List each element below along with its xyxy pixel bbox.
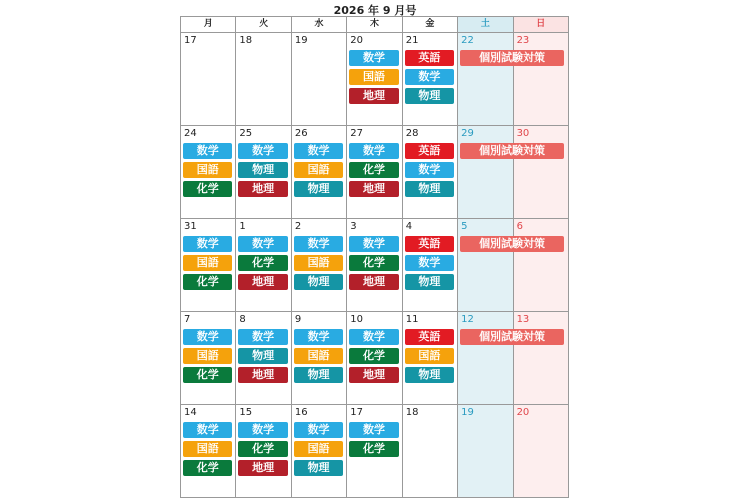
event-list bbox=[183, 329, 233, 383]
event-list bbox=[349, 143, 399, 197]
subject-event[interactable]: 数学 bbox=[294, 329, 343, 345]
day-number: 13 bbox=[516, 314, 530, 325]
day-cell[interactable] bbox=[458, 219, 546, 312]
subject-event[interactable]: 数学 bbox=[238, 422, 287, 438]
subject-event[interactable]: 国語 bbox=[183, 255, 232, 271]
subject-event[interactable]: 国語 bbox=[294, 255, 343, 271]
day-cell[interactable] bbox=[292, 126, 347, 219]
day-cell[interactable] bbox=[403, 33, 458, 126]
day-number: 17 bbox=[350, 407, 364, 418]
subject-event[interactable]: 数学 bbox=[238, 143, 287, 159]
day-cell[interactable] bbox=[347, 405, 402, 498]
calendar-grid bbox=[180, 16, 569, 498]
day-cell[interactable] bbox=[181, 219, 236, 312]
subject-event[interactable]: 数学 bbox=[405, 69, 454, 85]
day-cell[interactable] bbox=[403, 312, 458, 405]
subject-event[interactable]: 英語 bbox=[405, 143, 454, 159]
subject-event[interactable]: 国語 bbox=[183, 348, 232, 364]
subject-event[interactable]: 英語 bbox=[405, 50, 454, 66]
day-number: 25 bbox=[239, 128, 253, 139]
event-list bbox=[238, 236, 288, 290]
day-number: 21 bbox=[405, 35, 419, 46]
subject-event[interactable]: 物理 bbox=[405, 367, 454, 383]
subject-event[interactable]: 物理 bbox=[294, 181, 343, 197]
subject-event[interactable]: 数学 bbox=[294, 143, 343, 159]
day-cell[interactable] bbox=[514, 33, 569, 126]
day-number: 8 bbox=[239, 314, 246, 325]
day-cell[interactable] bbox=[347, 33, 402, 126]
day-cell[interactable] bbox=[292, 405, 347, 498]
day-number: 17 bbox=[184, 35, 197, 46]
exam-prep-banner[interactable]: 個別試験対策 bbox=[460, 143, 564, 159]
subject-event[interactable]: 数学 bbox=[349, 143, 398, 159]
subject-event[interactable]: 地理 bbox=[238, 460, 287, 476]
day-cell[interactable] bbox=[236, 312, 291, 405]
subject-event[interactable]: 数学 bbox=[183, 236, 232, 252]
subject-event[interactable]: 数学 bbox=[294, 236, 343, 252]
day-number: 18 bbox=[405, 407, 419, 418]
weekday-header: 月 bbox=[181, 17, 236, 33]
day-cell[interactable] bbox=[514, 219, 569, 312]
day-cell[interactable] bbox=[292, 312, 347, 405]
day-number: 30 bbox=[516, 128, 530, 139]
subject-event[interactable]: 国語 bbox=[294, 348, 343, 364]
subject-event[interactable]: 物理 bbox=[294, 460, 343, 476]
subject-event[interactable]: 物理 bbox=[294, 367, 343, 383]
day-cell[interactable] bbox=[458, 405, 513, 498]
day-number: 10 bbox=[350, 314, 364, 325]
event-list bbox=[238, 143, 288, 197]
day-cell[interactable] bbox=[514, 405, 569, 498]
event-list bbox=[294, 329, 344, 383]
subject-event[interactable]: 化学 bbox=[349, 255, 398, 271]
subject-event[interactable]: 化学 bbox=[183, 274, 232, 290]
day-number: 11 bbox=[405, 314, 419, 325]
subject-event[interactable]: 数学 bbox=[238, 329, 287, 345]
subject-event[interactable]: 国語 bbox=[183, 162, 232, 178]
day-number: 18 bbox=[239, 35, 253, 46]
day-number: 6 bbox=[516, 221, 523, 232]
event-list bbox=[405, 50, 455, 104]
event-list bbox=[349, 50, 399, 104]
subject-event[interactable]: 化学 bbox=[349, 162, 398, 178]
day-number: 31 bbox=[184, 221, 197, 232]
subject-event[interactable]: 数学 bbox=[238, 236, 287, 252]
event-list bbox=[349, 236, 399, 290]
day-cell[interactable] bbox=[236, 126, 291, 219]
subject-event[interactable]: 国語 bbox=[349, 69, 398, 85]
day-number: 22 bbox=[461, 35, 474, 46]
day-cell[interactable] bbox=[181, 126, 236, 219]
day-cell[interactable] bbox=[292, 219, 347, 312]
event-list bbox=[349, 329, 399, 383]
day-cell[interactable] bbox=[403, 219, 458, 312]
subject-event[interactable]: 物理 bbox=[238, 162, 287, 178]
day-cell[interactable] bbox=[514, 312, 569, 405]
event-list bbox=[183, 143, 233, 197]
day-number: 9 bbox=[294, 314, 302, 325]
day-cell[interactable] bbox=[292, 33, 347, 126]
event-list bbox=[349, 422, 399, 457]
weekday-header: 木 bbox=[347, 17, 402, 33]
day-number: 28 bbox=[405, 128, 419, 139]
subject-event[interactable]: 化学 bbox=[183, 181, 232, 197]
day-number: 20 bbox=[516, 407, 530, 418]
subject-event[interactable]: 物理 bbox=[238, 348, 287, 364]
subject-event[interactable]: 地理 bbox=[238, 367, 287, 383]
day-number: 19 bbox=[461, 407, 474, 418]
subject-event[interactable]: 国語 bbox=[183, 441, 232, 457]
subject-event[interactable]: 化学 bbox=[238, 441, 287, 457]
exam-prep-banner[interactable]: 個別試験対策 bbox=[460, 329, 564, 345]
subject-event[interactable]: 物理 bbox=[294, 274, 343, 290]
subject-event[interactable]: 化学 bbox=[238, 255, 287, 271]
subject-event[interactable]: 物理 bbox=[405, 181, 454, 197]
day-cell[interactable] bbox=[347, 312, 402, 405]
day-number: 24 bbox=[184, 128, 197, 139]
event-list bbox=[183, 236, 233, 290]
subject-event[interactable]: 地理 bbox=[349, 274, 398, 290]
day-number: 20 bbox=[350, 35, 364, 46]
subject-event[interactable]: 数学 bbox=[294, 422, 343, 438]
day-number: 12 bbox=[461, 314, 474, 325]
subject-event[interactable]: 数学 bbox=[349, 422, 398, 438]
day-number: 5 bbox=[461, 221, 468, 232]
day-number: 26 bbox=[294, 128, 308, 139]
day-number: 27 bbox=[350, 128, 364, 139]
day-cell[interactable] bbox=[347, 219, 402, 312]
day-number: 7 bbox=[184, 314, 191, 325]
weekday-header: 土 bbox=[458, 17, 513, 33]
event-list bbox=[238, 329, 288, 383]
day-number: 2 bbox=[294, 221, 302, 232]
exam-prep-banner[interactable]: 個別試験対策 bbox=[460, 236, 564, 252]
weekday-header: 金 bbox=[403, 17, 458, 33]
subject-event[interactable]: 物理 bbox=[405, 274, 454, 290]
day-cell[interactable] bbox=[347, 126, 402, 219]
subject-event[interactable]: 化学 bbox=[183, 367, 232, 383]
day-cell[interactable] bbox=[181, 33, 236, 126]
day-number: 29 bbox=[461, 128, 474, 139]
subject-event[interactable]: 数学 bbox=[349, 236, 398, 252]
event-list bbox=[405, 236, 455, 290]
subject-event[interactable]: 英語 bbox=[405, 329, 454, 345]
weekday-header: 水 bbox=[292, 17, 347, 33]
subject-event[interactable]: 地理 bbox=[238, 181, 287, 197]
day-cell[interactable] bbox=[236, 33, 291, 126]
subject-event[interactable]: 英語 bbox=[405, 236, 454, 252]
event-list bbox=[238, 422, 288, 476]
weekday-header: 日 bbox=[514, 17, 569, 33]
subject-event[interactable]: 化学 bbox=[349, 348, 398, 364]
subject-event[interactable]: 数学 bbox=[405, 255, 454, 271]
day-number: 19 bbox=[294, 35, 308, 46]
subject-event[interactable]: 国語 bbox=[405, 348, 454, 364]
day-cell[interactable] bbox=[236, 219, 291, 312]
event-list bbox=[405, 143, 455, 197]
event-list bbox=[294, 422, 344, 476]
subject-event[interactable]: 数学 bbox=[349, 50, 398, 66]
day-cell[interactable] bbox=[403, 126, 458, 219]
day-number: 23 bbox=[516, 35, 530, 46]
subject-event[interactable]: 地理 bbox=[349, 88, 398, 104]
subject-event[interactable]: 化学 bbox=[349, 441, 398, 457]
day-cell[interactable] bbox=[514, 126, 569, 219]
subject-event[interactable]: 数学 bbox=[349, 329, 398, 345]
day-number: 4 bbox=[405, 221, 413, 232]
day-number: 1 bbox=[239, 221, 246, 232]
subject-event[interactable]: 国語 bbox=[294, 441, 343, 457]
exam-prep-banner[interactable]: 個別試験対策 bbox=[460, 50, 564, 66]
subject-event[interactable]: 物理 bbox=[405, 88, 454, 104]
subject-event[interactable]: 数学 bbox=[405, 162, 454, 178]
event-list bbox=[183, 422, 233, 476]
weekday-header: 火 bbox=[236, 17, 291, 33]
subject-event[interactable]: 化学 bbox=[183, 460, 232, 476]
subject-event[interactable]: 数学 bbox=[183, 329, 232, 345]
day-number: 3 bbox=[350, 221, 357, 232]
event-list bbox=[294, 143, 344, 197]
subject-event[interactable]: 国語 bbox=[294, 162, 343, 178]
subject-event[interactable]: 地理 bbox=[238, 274, 287, 290]
day-cell[interactable] bbox=[403, 405, 458, 498]
subject-event[interactable]: 数学 bbox=[183, 143, 232, 159]
event-list bbox=[294, 236, 344, 290]
subject-event[interactable]: 地理 bbox=[349, 181, 398, 197]
day-cell[interactable] bbox=[181, 405, 236, 498]
event-list bbox=[405, 329, 455, 383]
subject-event[interactable]: 数学 bbox=[183, 422, 232, 438]
calendar-title: 2026 年 9 月号 bbox=[333, 4, 417, 17]
day-number: 14 bbox=[184, 407, 197, 418]
subject-event[interactable]: 地理 bbox=[349, 367, 398, 383]
day-number: 16 bbox=[294, 407, 308, 418]
day-cell[interactable] bbox=[236, 405, 291, 498]
day-cell[interactable] bbox=[181, 312, 236, 405]
day-number: 15 bbox=[239, 407, 253, 418]
